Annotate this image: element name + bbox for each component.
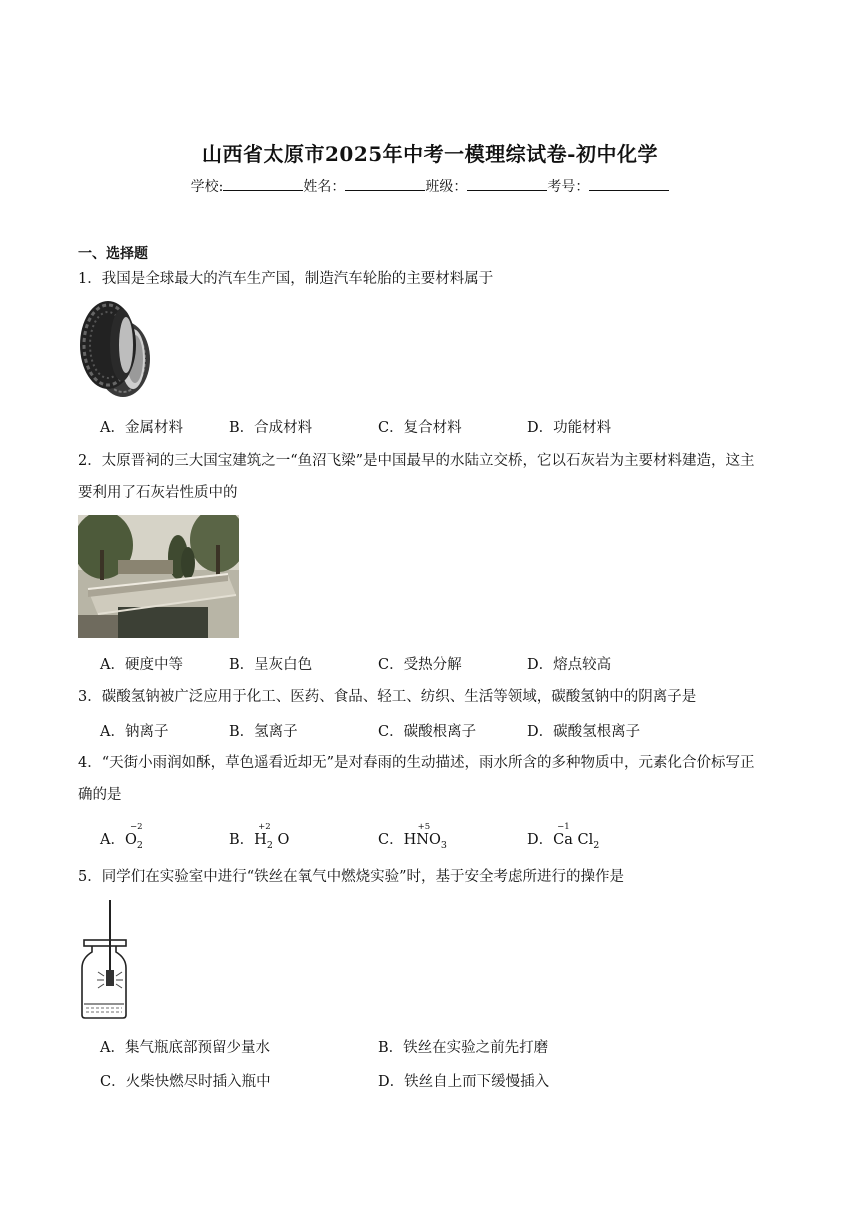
page-title: 山西省太原市2025年中考一模理综试卷-初中化学 bbox=[202, 142, 658, 166]
q3-option-c: C．碳酸根离子 bbox=[378, 724, 477, 740]
name-label: 姓名： bbox=[303, 179, 346, 195]
q4-b-subscript: 2 bbox=[266, 839, 273, 851]
q1-option-b: B．合成材料 bbox=[229, 420, 313, 436]
q2-option-a: A．硬度中等 bbox=[100, 657, 183, 673]
name-blank bbox=[345, 178, 425, 191]
tire-image bbox=[78, 297, 152, 399]
q5-option-c: C．火柴快燃尽时插入瓶中 bbox=[100, 1074, 271, 1090]
exam-no-label: 考号： bbox=[547, 179, 590, 195]
q4-d-formula: Ca bbox=[553, 832, 573, 848]
q4-option-d-letter: D． bbox=[527, 832, 554, 848]
q4-option-a bbox=[100, 822, 143, 851]
q1-option-d: D．功能材料 bbox=[527, 420, 612, 436]
q4-b-valence: +2 bbox=[258, 822, 271, 832]
question-4-stem-line1: 4．“天街小雨润如酥，草色遥看近却无”是对春雨的生动描述，雨水所含的多种物质中，元素化合价标写正 bbox=[78, 755, 755, 771]
exam-no-blank bbox=[589, 178, 669, 191]
q1-option-c: C．复合材料 bbox=[378, 420, 462, 436]
q4-c-valence: +5 bbox=[417, 822, 431, 832]
q5-option-b: B．铁丝在实验之前先打磨 bbox=[378, 1040, 549, 1056]
student-info-line bbox=[0, 176, 860, 196]
question-2-stem-line1: 2．太原晋祠的三大国宝建筑之一“鱼沼飞梁”是中国最早的水陆立交桥，它以石灰岩为主要材料建造，这主 bbox=[78, 453, 755, 469]
q4-a-formula: O bbox=[124, 832, 137, 848]
q1-option-a: A．金属材料 bbox=[100, 420, 183, 436]
q4-c-formula: HNO bbox=[403, 832, 441, 848]
q4-a-subscript: 2 bbox=[136, 839, 143, 851]
bridge-photo bbox=[78, 515, 239, 638]
q5-option-d: D．铁丝自上而下缓慢插入 bbox=[378, 1074, 550, 1090]
q4-d-valence: −1 bbox=[557, 822, 570, 832]
q3-option-b: B．氢离子 bbox=[229, 724, 298, 740]
question-1-stem: 1．我国是全球最大的汽车生产国，制造汽车轮胎的主要材料属于 bbox=[78, 271, 494, 287]
q4-option-b bbox=[229, 822, 290, 851]
school-blank bbox=[223, 178, 303, 191]
q4-a-valence: −2 bbox=[129, 822, 143, 832]
q4-option-a-letter: A． bbox=[100, 832, 125, 848]
q4-c-subscript: 3 bbox=[440, 839, 447, 851]
q4-d-subscript: 2 bbox=[593, 839, 600, 851]
q2-option-d: D．熔点较高 bbox=[527, 657, 612, 673]
question-3-stem: 3．碳酸氢钠被广泛应用于化工、医药、食品、轻工、纺织、生活等领域，碳酸氢钠中的阴离子是 bbox=[78, 689, 697, 705]
q4-option-c bbox=[378, 822, 447, 851]
section-heading: 一、选择题 bbox=[78, 246, 148, 262]
q5-option-a: A．集气瓶底部预留少量水 bbox=[100, 1040, 270, 1056]
q4-option-c-letter: C． bbox=[378, 832, 404, 848]
q4-b-formula-tail: O bbox=[277, 832, 290, 848]
q3-option-a: A．钠离子 bbox=[100, 724, 169, 740]
q2-option-c: C．受热分解 bbox=[378, 657, 462, 673]
class-blank bbox=[467, 178, 547, 191]
question-5-stem: 5．同学们在实验室中进行“铁丝在氧气中燃烧实验”时，基于安全考虑所进行的操作是 bbox=[78, 869, 625, 885]
q2-option-b: B．呈灰白色 bbox=[229, 657, 313, 673]
q4-option-b-letter: B． bbox=[229, 832, 255, 848]
school-label: 学校: bbox=[190, 179, 224, 195]
q4-option-d bbox=[527, 822, 600, 851]
question-2-stem-line2: 要利用了石灰岩性质中的 bbox=[78, 485, 238, 501]
class-label: 班级： bbox=[425, 179, 468, 195]
q4-b-formula: H bbox=[254, 832, 267, 848]
q4-d-formula-tail: Cl bbox=[577, 832, 594, 848]
question-4-stem-line2: 确的是 bbox=[78, 787, 122, 803]
q3-option-d: D．碳酸氢根离子 bbox=[527, 724, 641, 740]
gas-bottle-diagram bbox=[78, 898, 130, 1020]
